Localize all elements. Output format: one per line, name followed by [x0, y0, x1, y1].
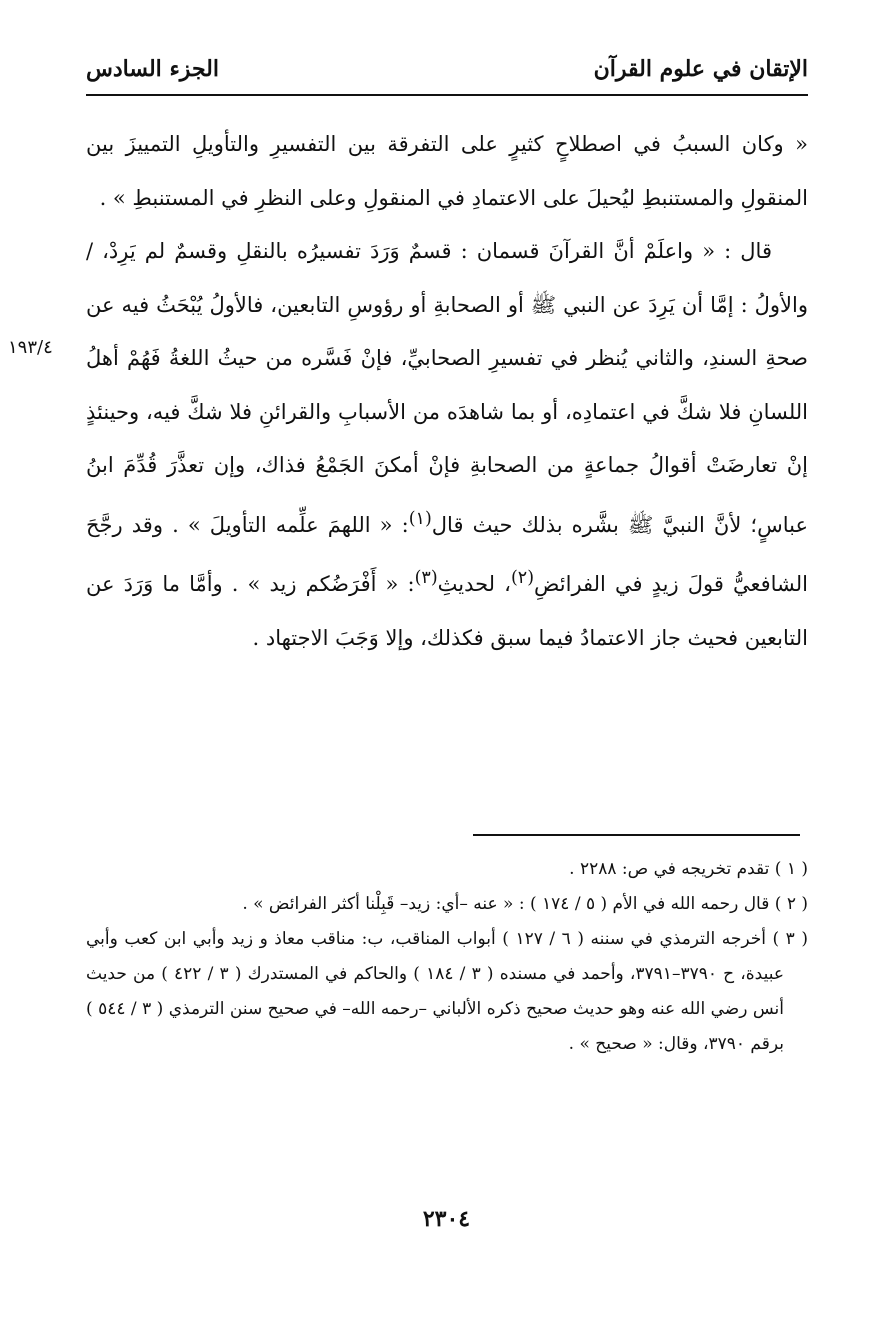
footnotes [86, 852, 808, 1062]
paragraph-2-text-2: : « اللهمَ علِّمه التأويلَ » . وقد رجَّحَ الشافعيُّ قولَ زيدٍ في الفرائضِ [86, 512, 808, 596]
footnote-ref-3: (٣) [414, 568, 438, 588]
paragraph-2-text-3: ، لحديثِ [437, 572, 511, 596]
book-title: الإتقان في علوم القرآن [593, 56, 808, 82]
footnote-2: ( ٢ ) قال رحمه الله في الأم ( ٥ / ١٧٤ ) : « عنه –أي: زيد– قَبِلْنا أكثر الفرائض » . [242, 894, 808, 914]
paragraph-2-text-1: قال : « واعلَمْ أنَّ القرآنَ قسمان : قسمٌ وَرَدَ تفسيرُه بالنقلِ وقسمٌ لم يَرِدْ، /والأولُ : إمَّا أن يَرِدَ عن النبي ﷺ أو الصحابةِ أو رؤوسِ التابعين، فالأولُ يُبْحَثُ فيه عن صحةِ السندِ، والثاني يُنظر في تفسيرِ الصحابيِّ، فإنْ فَسَّره من حيثُ اللغةُ فَهُمْ أهلُ اللسانِ فلا شكَّ في اعتمادِه، أو بما شاهدَه من الأسبابِ والقرائنِ فلا شكَّ فيه، وحينئذٍ إنْ تعارضَتْ أقوالُ جماعةٍ من الصحابةِ فإنْ أمكنَ الجَمْعُ فذاك، وإن تعذَّرَ قُدِّمَ ابنُ عباسٍ؛ لأنَّ النبيَّ ﷺ بشَّره بذلك حيث قال [86, 239, 809, 537]
footnote-1: ( ١ ) تقدم تخريجه في ص: ٢٢٨٨ . [569, 859, 808, 879]
paragraph-2-text-4: : « أَفْرَضُكم زيد » . وأمَّا ما وَرَدَ عن التابعين فحيث جاز الاعتمادُ فيما سبق فكذلك، وإلا وَجَبَ الاجتهاد . [86, 572, 808, 650]
paragraph-2 [86, 225, 808, 665]
paragraph-1: « وكان السببُ في اصطلاحٍ كثيرٍ على التفرقة بين التفسيرِ والتأويلِ التمييزَ بين المنقولِ والمستنبطِ ليُحيلَ على الاعتمادِ في المنقولِ وعلى النظرِ في المستنبطِ » . [86, 132, 808, 210]
page-header [86, 52, 808, 96]
footnote-3: ( ٣ ) أخرجه الترمذي في سننه ( ٦ / ١٢٧ ) أبواب المناقب، ب: مناقب معاذ و زيد وأبي ابن كعب وأبي عبيدة، ح ٣٧٩٠–٣٧٩١، وأحمد في مسنده ( ٣ / ١٨٤ ) والحاكم في المستدرك ( ٣ / ٤٢٢ ) من حديث أنس رضي الله عنه وهو حديث صحيح ذكره الألباني –رحمه الله– في صحيح سنن الترمذي ( ٣ / ٥٤٤ ) برقم ٣٧٩٠، وقال: « صحيح » . [86, 929, 808, 1054]
margin-reference: ١٩٣/٤ [8, 337, 53, 358]
footnote-divider [473, 834, 800, 836]
footnote-ref-2: (٢) [510, 568, 535, 588]
page-number: ٢٣٠٤ [422, 1206, 471, 1232]
part-label: الجزء السادس [86, 56, 219, 82]
footnote-ref-1: (١) [408, 508, 432, 529]
main-text [86, 118, 808, 665]
header-divider [86, 94, 808, 96]
